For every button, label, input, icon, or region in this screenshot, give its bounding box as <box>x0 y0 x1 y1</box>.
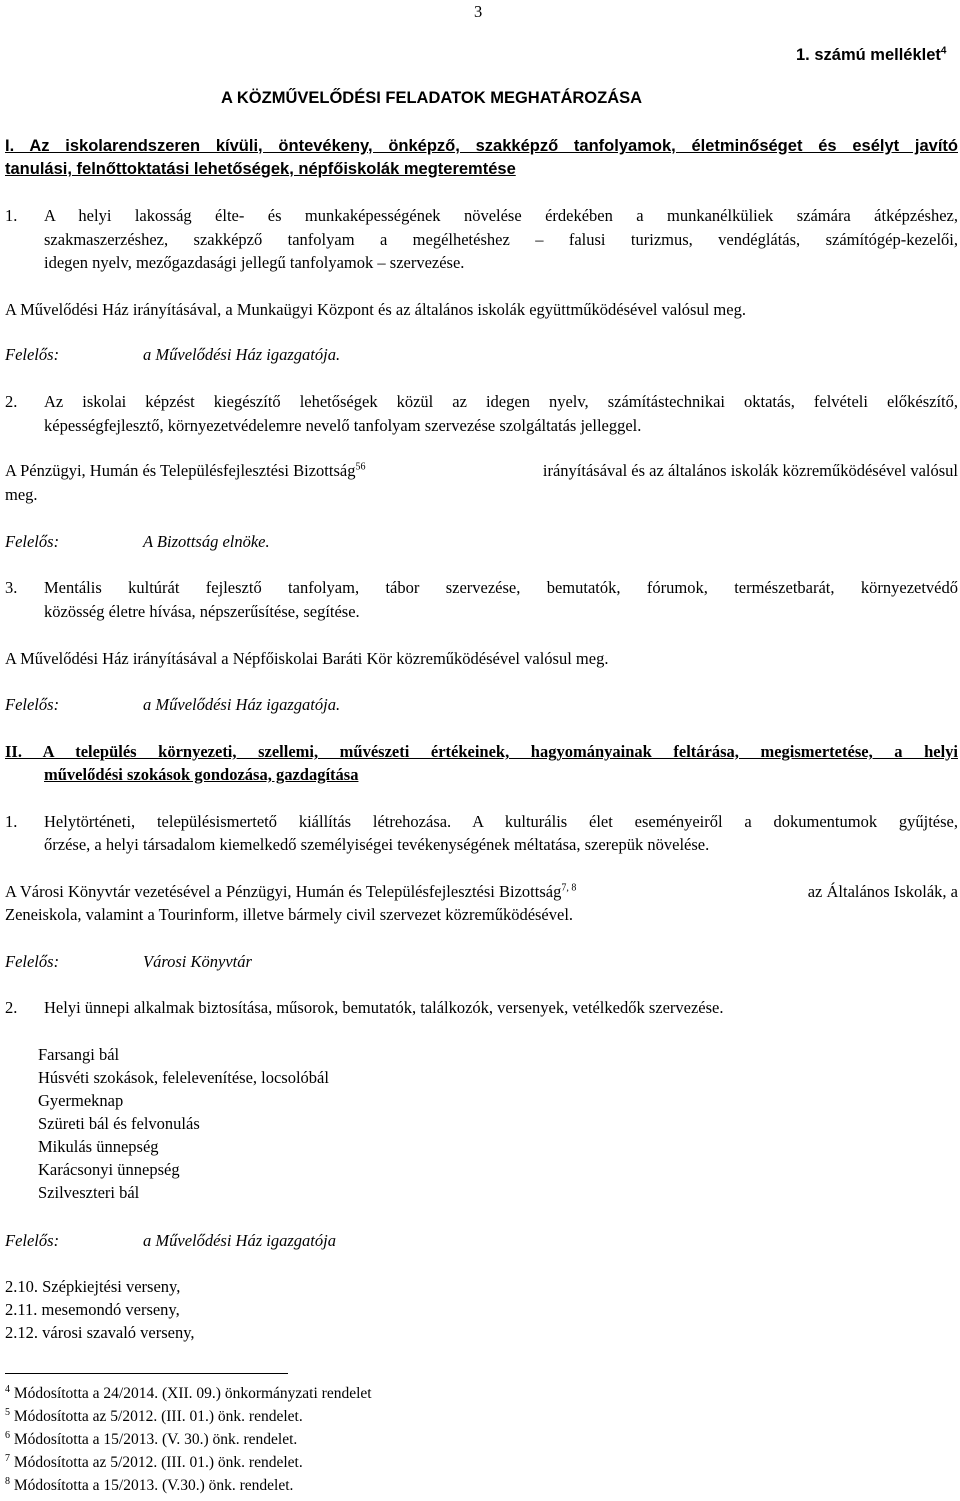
annex-label-text: 1. számú melléklet <box>796 46 941 64</box>
s2-item1-note-text-a: A Városi Könyvtár vezetésével a Pénzügyi, Humán és Településfejlesztési Bizottság <box>5 882 562 901</box>
footnote <box>5 1405 372 1428</box>
s2-item2-responsible-label: Felelős: <box>5 1231 60 1250</box>
s1-item2-note-text-b: irányításával és az általános iskolák közreműködésével valósul <box>542 461 958 480</box>
annex-footnote-ref: 4 <box>940 45 947 57</box>
s2-item1-note-line1 <box>5 880 958 903</box>
footnote-number: 5 <box>5 1406 10 1418</box>
s1-item3-line1: Mentális kultúrát fejlesztő tanfolyam, tábor szervezése, bemutatók, fórumok, természetbarát, környezetvédő <box>44 578 958 597</box>
s1-item2-note-line2: meg. <box>5 485 38 504</box>
section1-heading-line2: tanulási, felnőttoktatási lehetőségek, népfőiskolák megteremtése <box>5 160 516 178</box>
s2-item1-line1: Helytörténeti, településismertető kiállítás létrehozása. A kulturális élet eseményeiről a dokumentumok gyűjtése, <box>44 812 958 831</box>
document-title: A KÖZMŰVELŐDÉSI FELADATOK MEGHATÁROZÁSA <box>221 89 643 107</box>
s1-item1-responsible: a Művelődési Ház igazgatója. <box>143 345 341 364</box>
section2-heading-line2: művelődési szokások gondozása, gazdagítása <box>44 765 359 784</box>
s1-item1-line2: szakmaszerzéshez, szakképző tanfolyam a megélhetéshez – falusi turizmus, vendéglátás, számítógép-kezelői, <box>44 230 958 249</box>
s2-item1-responsible: Városi Könyvtár <box>143 952 252 971</box>
s1-item2-note-line1 <box>5 459 958 482</box>
footnote-text: Módosította az 5/2012. (III. 01.) önk. rendelet. <box>13 1408 303 1425</box>
list-item: Karácsonyi ünnepség <box>38 1160 180 1179</box>
footnote-text: Módosította a 24/2014. (XII. 09.) önkormányzati rendelet <box>13 1385 372 1402</box>
subitem-list <box>5 1275 195 1344</box>
s2-item1-note-line2: Zeneiskola, valamint a Tourinform, illetve bármely civil szervezet közreműködésével. <box>5 905 574 924</box>
s2-item1-line2: őrzése, a helyi társadalom kiemelkedő személyiségei tevékenységének méltatása, szerepük növelése. <box>44 835 710 854</box>
annex-label <box>796 44 946 67</box>
section1-heading-line1: I. Az iskolarendszeren kívüli, öntevékeny, önképző, szakképző tanfolyamok, életminőséget és esélyt javító <box>5 137 958 155</box>
event-list <box>38 1043 329 1204</box>
s1-item2-line1: Az iskolai képzést kiegészítő lehetőségek közül az idegen nyelv, számítástechnikai oktatás, felvételi előkészítő, <box>44 392 958 411</box>
list-item: 2.10. Szépkiejtési verseny, <box>5 1277 181 1296</box>
footnote-number: 4 <box>5 1383 10 1395</box>
list-item: Húsvéti szokások, felelevenítése, locsolóbál <box>38 1068 329 1087</box>
list-item: Mikulás ünnepség <box>38 1137 159 1156</box>
list-item: Gyermeknap <box>38 1091 124 1110</box>
s2-item2-responsible: a Művelődési Ház igazgatója <box>143 1231 336 1250</box>
footnote <box>5 1451 372 1474</box>
s1-item2-number: 2. <box>5 392 18 411</box>
s2-item2-line1: Helyi ünnepi alkalmak biztosítása, műsorok, bemutatók, találkozók, versenyek, vetélkedők szervezése. <box>44 998 724 1017</box>
footnote <box>5 1474 372 1497</box>
s2-item2-number: 2. <box>5 998 18 1017</box>
s1-item2-note-text-a: A Pénzügyi, Humán és Településfejlesztési Bizottság <box>5 461 356 480</box>
footnote-text: Módosította a 15/2013. (V. 30.) önk. rendelet. <box>13 1431 298 1448</box>
footnote-text: Módosította az 5/2012. (III. 01.) önk. rendelet. <box>13 1454 303 1471</box>
s1-item2-responsible-label: Felelős: <box>5 532 60 551</box>
list-item: 2.11. mesemondó verseny, <box>5 1300 180 1319</box>
list-item: Szilveszteri bál <box>38 1183 140 1202</box>
footnote-divider <box>5 1373 288 1374</box>
list-item: Szüreti bál és felvonulás <box>38 1114 200 1133</box>
s1-item3-responsible-label: Felelős: <box>5 695 60 714</box>
s1-item2-line2: képességfejlesztő, környezetvédelemre nevelő tanfolyam szervezése szolgáltatás jelleggel. <box>44 416 642 435</box>
s2-item1-note-part1 <box>5 880 576 903</box>
list-item: 2.12. városi szavaló verseny, <box>5 1323 195 1342</box>
page-number: 3 <box>474 2 483 21</box>
s1-item1-number: 1. <box>5 206 18 225</box>
s1-item3-line2: közösség életre hívása, népszerűsítése, segítése. <box>44 602 360 621</box>
s1-item2-footnote-ref: 56 <box>355 461 366 473</box>
s1-item3-number: 3. <box>5 578 18 597</box>
footnotes <box>5 1382 372 1497</box>
footnote-number: 8 <box>5 1475 10 1487</box>
s1-item1-note: A Művelődési Ház irányításával, a Munkaügyi Központ és az általános iskolák együttműködésével valósul meg. <box>5 300 746 319</box>
footnote-text: Módosította a 15/2013. (V.30.) önk. rendelet. <box>13 1477 294 1494</box>
s2-item1-footnote-ref: 7, 8 <box>561 882 577 894</box>
footnote-number: 7 <box>5 1452 10 1464</box>
list-item: Farsangi bál <box>38 1045 120 1064</box>
footnote <box>5 1428 372 1451</box>
s1-item2-note-part1 <box>5 459 365 482</box>
section2-heading-line1: II. A település környezeti, szellemi, művészeti értékeinek, hagyományainak feltárása, megismertetése, a helyi <box>5 742 958 761</box>
s2-item1-number: 1. <box>5 812 18 831</box>
s1-item3-responsible: a Művelődési Ház igazgatója. <box>143 695 341 714</box>
s1-item2-responsible: A Bizottság elnöke. <box>143 532 270 551</box>
s1-item3-note: A Művelődési Ház irányításával a Népfőiskolai Baráti Kör közreműködésével valósul meg. <box>5 649 609 668</box>
s2-item1-responsible-label: Felelős: <box>5 952 60 971</box>
footnote-number: 6 <box>5 1429 10 1441</box>
footnote <box>5 1382 372 1405</box>
s2-item1-note-text-b: az Általános Iskolák, a <box>807 882 958 901</box>
s1-item1-line1: A helyi lakosság élte- és munkaképességének növelése érdekében a munkanélküliek számára átképzéshez, <box>44 206 958 225</box>
s1-item1-responsible-label: Felelős: <box>5 345 60 364</box>
s1-item1-line3: idegen nyelv, mezőgazdasági jellegű tanfolyamok – szervezése. <box>44 253 465 272</box>
